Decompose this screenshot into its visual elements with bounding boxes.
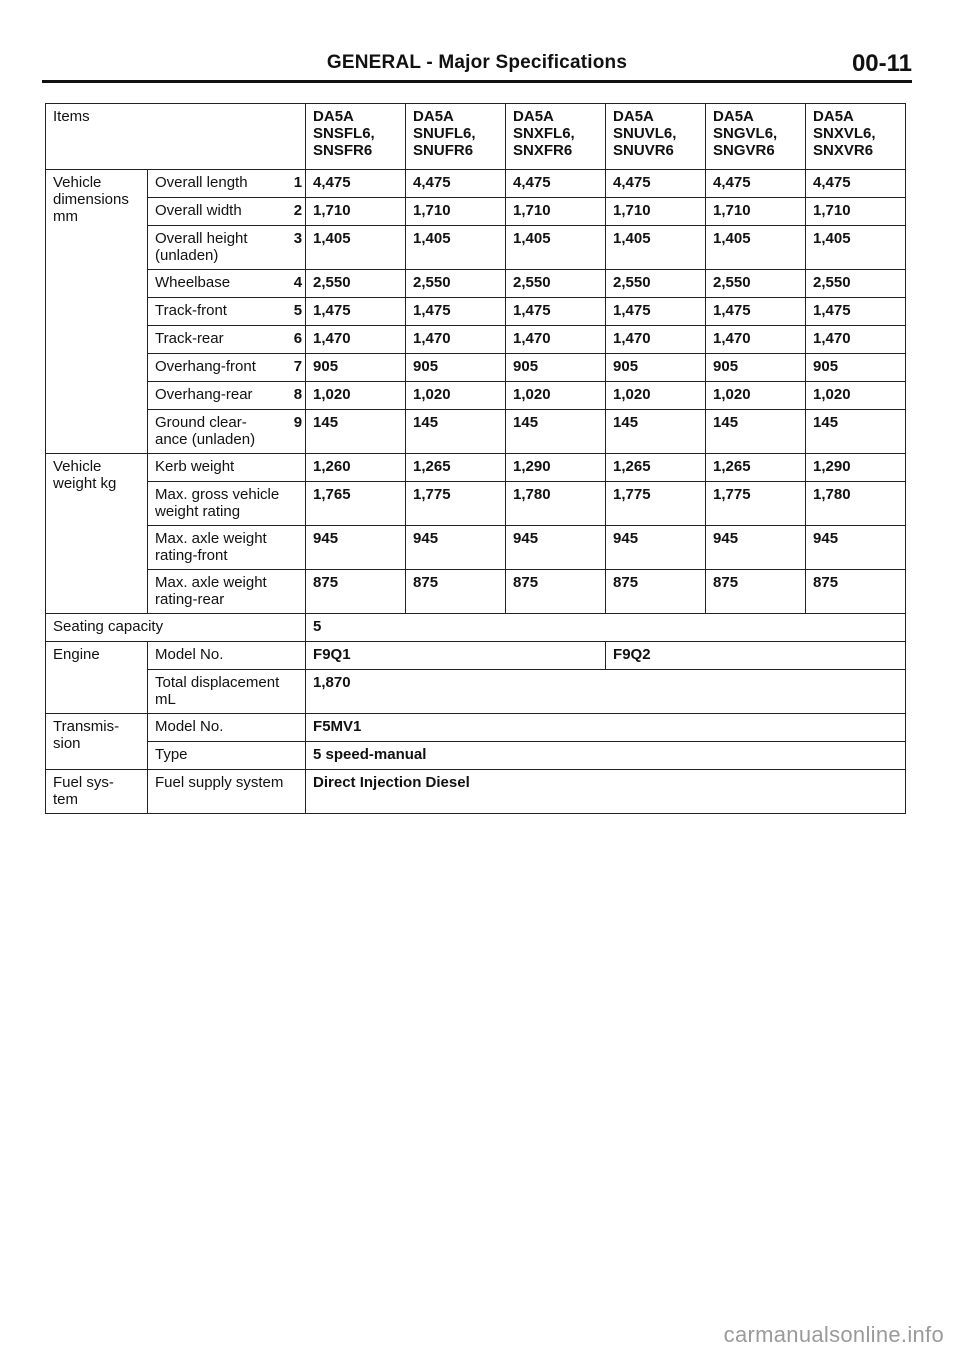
weight-label: Max. gross vehicle weight rating	[148, 482, 306, 526]
dimension-value: 2,550	[706, 270, 806, 298]
dimension-row	[46, 226, 906, 270]
engine-model-value: F9Q2	[606, 642, 906, 670]
weight-value: 1,780	[506, 482, 606, 526]
model-code-line: SNUVL6,	[613, 125, 677, 142]
weight-value: 1,765	[306, 482, 406, 526]
specifications-body	[46, 104, 906, 814]
weight-value: 875	[606, 570, 706, 614]
weight-value: 945	[606, 526, 706, 570]
dimension-value: 1,710	[506, 198, 606, 226]
dimension-label: Overall length	[148, 170, 282, 198]
model-column-header	[306, 104, 406, 170]
dimension-number: 8	[282, 382, 306, 410]
transmission-type-row	[46, 742, 906, 770]
dimension-value: 905	[506, 354, 606, 382]
dimension-value: 1,405	[406, 226, 506, 270]
watermark: carmanualsonline.info	[723, 1322, 944, 1347]
weight-row	[46, 570, 906, 614]
dimension-label: Track-front	[148, 298, 282, 326]
seating-row	[46, 614, 906, 642]
dimension-value: 145	[706, 410, 806, 454]
dimension-number: 1	[282, 170, 306, 198]
weight-label: Max. axle weight rating-front	[148, 526, 306, 570]
weight-label: Kerb weight	[148, 454, 306, 482]
model-code-line: SNUVR6	[613, 142, 674, 159]
dimension-value: 145	[806, 410, 906, 454]
dimension-value: 2,550	[606, 270, 706, 298]
weight-value: 1,260	[306, 454, 406, 482]
weight-value: 875	[506, 570, 606, 614]
weight-value: 1,265	[606, 454, 706, 482]
dimension-value: 1,470	[406, 326, 506, 354]
dimension-value: 2,550	[506, 270, 606, 298]
transmission-type-label: Type	[148, 742, 306, 770]
dimension-label: Overhang-rear	[148, 382, 282, 410]
weight-value: 875	[706, 570, 806, 614]
dimension-value: 145	[606, 410, 706, 454]
dimension-value: 1,475	[606, 298, 706, 326]
dimension-label: Overhang-front	[148, 354, 282, 382]
dimension-value: 2,550	[806, 270, 906, 298]
dimension-value: 1,475	[806, 298, 906, 326]
dimension-value: 1,405	[606, 226, 706, 270]
model-code-line: SNXFL6,	[513, 125, 575, 142]
fuel-group-label: Fuel sys- tem	[46, 770, 148, 814]
dimension-label: Wheelbase	[148, 270, 282, 298]
dimension-value: 145	[306, 410, 406, 454]
dimension-row	[46, 298, 906, 326]
dimension-value: 4,475	[606, 170, 706, 198]
dimension-value: 1,405	[706, 226, 806, 270]
dimension-value: 145	[406, 410, 506, 454]
dimension-row	[46, 354, 906, 382]
dimension-label: Ground clear- ance (unladen)	[148, 410, 282, 454]
weight-row	[46, 526, 906, 570]
weight-value: 875	[306, 570, 406, 614]
dimension-number: 7	[282, 354, 306, 382]
weight-value: 1,780	[806, 482, 906, 526]
dimension-value: 905	[706, 354, 806, 382]
dimension-value: 145	[506, 410, 606, 454]
dimension-row	[46, 326, 906, 354]
model-column-header	[406, 104, 506, 170]
specifications-table	[45, 103, 906, 814]
dimension-value: 4,475	[306, 170, 406, 198]
dimension-label: Overall width	[148, 198, 282, 226]
weight-value: 1,290	[506, 454, 606, 482]
model-code-line: DA5A	[813, 108, 854, 125]
dimension-value: 1,020	[406, 382, 506, 410]
dimension-value: 905	[806, 354, 906, 382]
weight-value: 1,290	[806, 454, 906, 482]
dimension-value: 1,405	[506, 226, 606, 270]
weight-value: 945	[706, 526, 806, 570]
model-code-line: SNGVR6	[713, 142, 775, 159]
dimension-value: 1,405	[806, 226, 906, 270]
model-code-line: SNXVR6	[813, 142, 874, 159]
model-code-line: SNUFR6	[413, 142, 474, 159]
dimension-value: 1,020	[706, 382, 806, 410]
model-code-line: DA5A	[713, 108, 754, 125]
model-code-line: DA5A	[413, 108, 454, 125]
weight-value: 945	[406, 526, 506, 570]
table-header-row	[46, 104, 906, 170]
page-number: 00-11	[851, 50, 912, 77]
fuel-row	[46, 770, 906, 814]
model-code-line: SNSFR6	[313, 142, 373, 159]
model-code-line: DA5A	[513, 108, 554, 125]
dimension-value: 4,475	[406, 170, 506, 198]
model-code-line: SNXVL6,	[813, 125, 876, 142]
weight-value: 945	[506, 526, 606, 570]
engine-model-row	[46, 642, 906, 670]
page-header	[42, 50, 912, 80]
items-header: Items	[46, 104, 306, 170]
dimension-value: 2,550	[306, 270, 406, 298]
dimension-row	[46, 382, 906, 410]
dimension-value: 1,020	[506, 382, 606, 410]
dimension-value: 1,470	[506, 326, 606, 354]
dimension-value: 1,470	[706, 326, 806, 354]
dimension-value: 2,550	[406, 270, 506, 298]
transmission-model-value: F5MV1	[306, 714, 906, 742]
dimension-number: 3	[282, 226, 306, 270]
page-title: GENERAL - Major Specifications	[326, 52, 628, 73]
weight-group-label: Vehicle weight kg	[46, 454, 148, 614]
dimension-value: 1,710	[806, 198, 906, 226]
dimension-value: 1,475	[306, 298, 406, 326]
dimension-value: 4,475	[506, 170, 606, 198]
dimension-value: 1,405	[306, 226, 406, 270]
model-code-line: DA5A	[313, 108, 354, 125]
dimension-value: 905	[406, 354, 506, 382]
dimension-value: 1,710	[406, 198, 506, 226]
dimension-row	[46, 198, 906, 226]
engine-displacement-label: Total displacement mL	[148, 670, 306, 714]
dimension-value: 1,710	[306, 198, 406, 226]
transmission-type-value: 5 speed-manual	[306, 742, 906, 770]
dimensions-group-label: Vehicle dimensions mm	[46, 170, 148, 454]
weight-value: 1,265	[706, 454, 806, 482]
dimension-label: Track-rear	[148, 326, 282, 354]
weight-value: 1,775	[606, 482, 706, 526]
dimension-value: 1,710	[606, 198, 706, 226]
weight-value: 1,775	[706, 482, 806, 526]
weight-row	[46, 454, 906, 482]
dimension-label: Overall height (unladen)	[148, 226, 282, 270]
model-column-header	[806, 104, 906, 170]
dimension-value: 1,475	[506, 298, 606, 326]
dimension-number: 4	[282, 270, 306, 298]
model-code-line: SNXFR6	[513, 142, 573, 159]
dimension-row	[46, 410, 906, 454]
model-code-line: DA5A	[613, 108, 654, 125]
model-code-line: SNSFL6,	[313, 125, 375, 142]
dimension-number: 2	[282, 198, 306, 226]
engine-model-value: F9Q1	[306, 642, 606, 670]
dimension-value: 1,475	[706, 298, 806, 326]
model-column-header	[606, 104, 706, 170]
dimension-value: 1,470	[606, 326, 706, 354]
dimension-value: 1,020	[606, 382, 706, 410]
dimension-value: 905	[606, 354, 706, 382]
model-code-line: SNUFL6,	[413, 125, 476, 142]
dimension-value: 905	[306, 354, 406, 382]
weight-value: 1,775	[406, 482, 506, 526]
model-column-header	[506, 104, 606, 170]
engine-displacement-value: 1,870	[306, 670, 906, 714]
engine-model-label: Model No.	[148, 642, 306, 670]
dimension-value: 1,710	[706, 198, 806, 226]
transmission-model-label: Model No.	[148, 714, 306, 742]
dimension-value: 4,475	[806, 170, 906, 198]
seating-value: 5	[306, 614, 906, 642]
engine-displacement-row	[46, 670, 906, 714]
weight-value: 945	[806, 526, 906, 570]
weight-row	[46, 482, 906, 526]
dimension-row	[46, 270, 906, 298]
weight-label: Max. axle weight rating-rear	[148, 570, 306, 614]
transmission-model-row	[46, 714, 906, 742]
weight-value: 875	[806, 570, 906, 614]
fuel-value: Direct Injection Diesel	[306, 770, 906, 814]
weight-value: 945	[306, 526, 406, 570]
fuel-label: Fuel supply system	[148, 770, 306, 814]
header-rule	[42, 80, 912, 83]
dimension-value: 1,470	[306, 326, 406, 354]
engine-group-label: Engine	[46, 642, 148, 714]
model-column-header	[706, 104, 806, 170]
weight-value: 875	[406, 570, 506, 614]
dimension-number: 6	[282, 326, 306, 354]
dimension-value: 4,475	[706, 170, 806, 198]
weight-value: 1,265	[406, 454, 506, 482]
model-code-line: SNGVL6,	[713, 125, 778, 142]
seating-label: Seating capacity	[46, 614, 306, 642]
transmission-group-label: Transmis- sion	[46, 714, 148, 770]
dimension-number: 5	[282, 298, 306, 326]
dimension-number: 9	[282, 410, 306, 454]
dimension-row	[46, 170, 906, 198]
dimension-value: 1,470	[806, 326, 906, 354]
dimension-value: 1,475	[406, 298, 506, 326]
dimension-value: 1,020	[306, 382, 406, 410]
dimension-value: 1,020	[806, 382, 906, 410]
